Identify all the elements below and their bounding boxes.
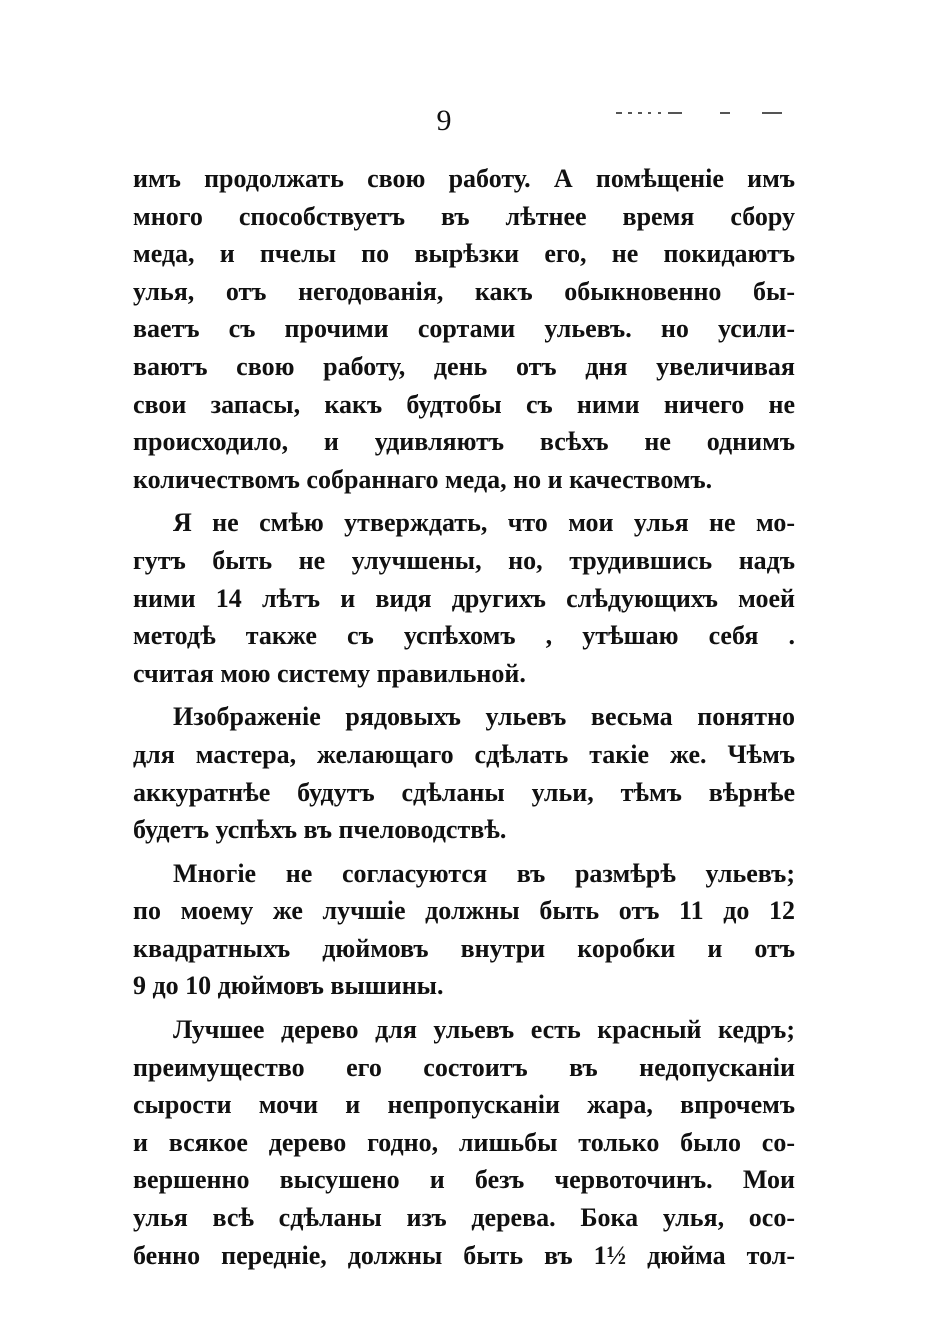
text-line: 9 до 10 дюймовъ вышины. — [133, 971, 444, 1001]
paragraph — [133, 160, 795, 498]
text-line: свои запасы, какъ будтобы съ ними ничего не — [133, 389, 795, 419]
page-number: 9 — [436, 104, 452, 137]
text-line: будетъ успѣхъ въ пчеловодствѣ. — [133, 815, 507, 845]
paragraph — [133, 504, 795, 692]
text-line: количествомъ собраннаго меда, но и качествомъ. — [133, 464, 713, 494]
text-line: ваютъ свою работу, день отъ дня увеличивая — [133, 351, 795, 381]
text-line: для мастера, желающаго сдѣлать такіе же. Чѣмъ — [133, 739, 795, 769]
paragraph — [133, 855, 795, 1005]
body-text — [133, 160, 795, 1274]
text-line: квадратныхъ дюймовъ внутри коробки и отъ — [133, 933, 795, 963]
text-line: имъ продолжать свою работу. А помѣщеніе имъ — [133, 164, 795, 193]
text-line: Изображеніе рядовыхъ ульевъ весьма понятно — [173, 702, 795, 732]
text-line: много способствуетъ въ лѣтнее время сбору — [133, 201, 795, 231]
header-ornament — [616, 106, 784, 122]
text-line: гутъ быть не улучшены, но, трудившись надъ — [133, 545, 795, 575]
text-line: меда, и пчелы по вырѣзки его, не покидаютъ — [133, 239, 795, 269]
text-line: Лучшее дерево для ульевъ есть красный кедръ; — [173, 1015, 795, 1045]
paragraph — [133, 1011, 795, 1274]
text-line: считая мою систему правильной. — [133, 658, 526, 688]
text-line: улья всѣ сдѣланы изъ дерева. Бока улья, осо- — [133, 1203, 795, 1233]
text-line: методѣ также съ успѣхомъ , утѣшаю себя . — [133, 621, 795, 651]
text-line: Многіе не согласуются въ размѣрѣ ульевъ; — [173, 858, 795, 888]
text-line: вершенно высушено и безъ червоточинъ. Мои — [133, 1165, 795, 1195]
text-line: по моему же лучшіе должны быть отъ 11 до 12 — [133, 896, 795, 926]
text-line: бенно передніе, должны быть въ 1½ дюйма тол- — [133, 1240, 795, 1270]
text-line: улья, отъ негодованія, какъ обыкновенно бы- — [133, 276, 795, 306]
text-line: ними 14 лѣтъ и видя другихъ слѣдующихъ моей — [133, 583, 795, 613]
paragraph — [133, 698, 795, 848]
text-line: Я не смѣю утверждать, что мои улья не мо- — [173, 508, 795, 538]
text-line: преимущество его состоитъ въ недопусканіи — [133, 1052, 795, 1082]
text-line: и всякое дерево годно, лишьбы только было со- — [133, 1127, 795, 1157]
text-line: ваетъ съ прочими сортами ульевъ. но усили- — [133, 314, 795, 344]
text-line: сырости мочи и непропусканіи жара, впрочемъ — [133, 1090, 795, 1120]
text-line: аккуратнѣе будутъ сдѣланы ульи, тѣмъ вѣрнѣе — [133, 777, 795, 807]
text-line: происходило, и удивляютъ всѣхъ не однимъ — [133, 427, 795, 457]
